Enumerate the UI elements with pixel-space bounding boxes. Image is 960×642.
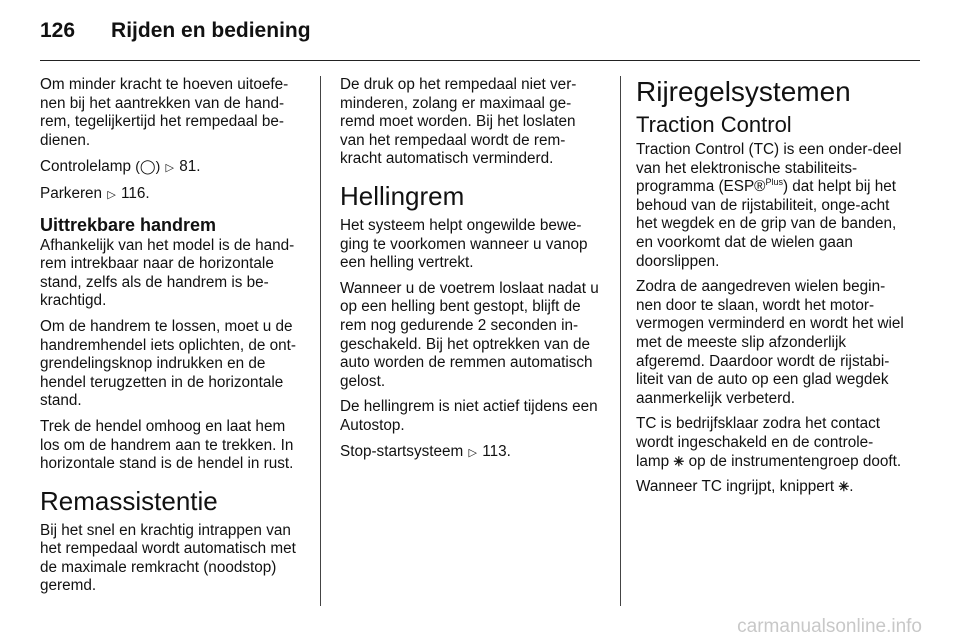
paragraph: Trek de hendel omhoog en laat hem los om de handrem aan te trekken. In horizontale stand is de hendel in rust. <box>40 417 294 473</box>
paragraph: Om de handrem te lossen, moet u de handremhendel iets oplichten, de ont-grendelingsknop indrukken en de hendel terugzetten in de horizontale stand. <box>40 317 296 410</box>
paragraph: De druk op het rempedaal niet ver-minderen, zolang er maximaal ge-remd moet worden. Bij het loslaten van het rempedaal wordt de rem-kracht automatisch verminderd. <box>340 76 577 168</box>
column-divider <box>620 76 621 606</box>
watermark: carmanualsonline.info <box>737 616 922 637</box>
reference-arrow-icon: ▷ <box>165 162 174 175</box>
paragraph: Het systeem helpt ongewilde bewe-ging te voorkomen wanneer u vanop een helling vertrekt. <box>340 216 588 272</box>
heading-uittrekbare-handrem: Uittrekbare handrem <box>40 214 217 235</box>
text: op de instrumentengroep dooft. <box>688 452 902 470</box>
paragraph: Wanneer u de voetrem loslaat nadat u op een helling bent gestopt, blijft de rem nog gedurende 2 seconden in-geschakeld. Bij het optrekken van de auto worden de remmen automatisch gelost. <box>340 279 599 390</box>
page-number: 126 <box>40 19 76 42</box>
paragraph <box>636 478 906 497</box>
header-rule <box>40 60 920 61</box>
reference-arrow-icon: ▷ <box>107 188 116 201</box>
controlelamp-label: Controlelamp <box>40 158 131 176</box>
plus-superscript: Plus <box>765 177 783 188</box>
paragraph <box>636 141 906 271</box>
traction-control-lamp-icon: ✳ <box>838 479 850 495</box>
paragraph: Afhankelijk van het model is de hand-rem intrekbaar naar de horizontale stand, zelfs als de handrem is be-krachtigd. <box>40 236 295 310</box>
brake-warning-lamp-icon: (◯) <box>135 158 161 175</box>
column-divider <box>320 76 321 606</box>
paragraph: De hellingrem is niet actief tijdens een Autostop. <box>340 398 598 434</box>
chapter-title: Rijden en bediening <box>111 19 311 42</box>
parkeren-ref[interactable]: 116. <box>121 184 150 202</box>
text: TC is bedrijfsklaar zodra het contact wordt ingeschakeld en de controle-lamp <box>636 415 881 470</box>
text: ) dat helpt bij het behoud van de rijstabiliteit, onge-acht het wegdek en de grip van de banden, en voorkomt dat de wielen gaan doorslippen. <box>636 178 897 270</box>
text: . <box>849 478 854 496</box>
paragraph: Bij het snel en krachtig intrappen van het rempedaal wordt automatisch met de maximale remkracht (noodstop) geremd. <box>40 521 296 595</box>
traction-control-lamp-icon: ✳ <box>673 453 685 469</box>
page-header <box>40 14 311 48</box>
controlelamp-line <box>40 157 308 178</box>
paragraph: Om minder kracht te hoeven uitoefe-nen bij het aantrekken van de hand-rem, tegelijkertijd het rempedaal be-dienen. <box>40 76 289 149</box>
reference-arrow-icon: ▷ <box>468 446 477 459</box>
stopstart-label: Stop-startsysteem <box>340 442 464 460</box>
heading-traction-control: Traction Control <box>636 112 792 137</box>
controlelamp-ref[interactable]: 81. <box>179 158 201 176</box>
column-left <box>40 76 308 603</box>
heading-hellingrem: Hellingrem <box>340 180 465 211</box>
heading-remassistentie: Remassistentie <box>40 485 218 516</box>
paragraph: Zodra de aangedreven wielen begin-nen door te slaan, wordt het motor-vermogen verminderd en wordt het wiel met de meeste slip afzonderlijk afgeremd. Daardoor wordt de rijstabi-liteit van de auto op een glad wegdek aanmerkelijk verbeterd. <box>636 278 904 407</box>
column-right <box>636 76 906 504</box>
paragraph <box>636 415 906 471</box>
parkeren-line <box>40 185 308 205</box>
column-middle <box>340 76 604 469</box>
stopstart-ref[interactable]: 113. <box>482 442 511 460</box>
text: Traction Control (TC) is een onder-deel van het elektronische stabiliteits-programma (ESP® <box>636 141 902 196</box>
stopstart-line <box>340 443 604 463</box>
parkeren-label: Parkeren <box>40 184 103 202</box>
text: Wanneer TC ingrijpt, knippert <box>636 478 835 496</box>
heading-rijregelsystemen: Rijregelsystemen <box>636 76 851 107</box>
